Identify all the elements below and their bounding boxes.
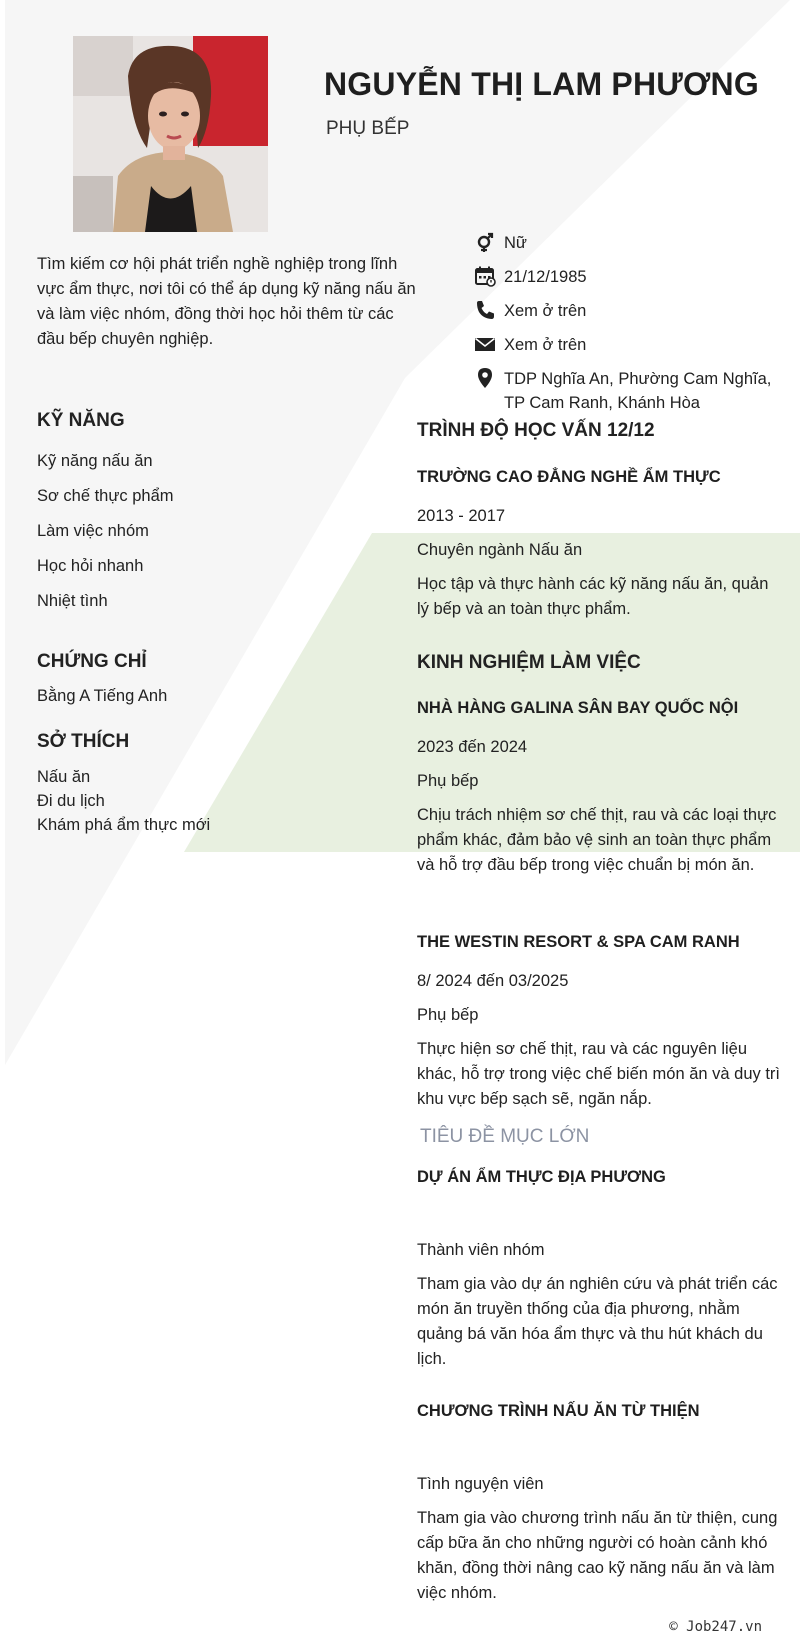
skill-item: Nhiệt tình (37, 592, 108, 610)
hobby-item: Đi du lịch (37, 792, 105, 810)
gender-value: Nữ (504, 234, 527, 252)
education-school: TRƯỜNG CAO ĐẲNG NGHỀ ẨM THỰC (417, 468, 721, 486)
project-role: Thành viên nhóm (417, 1241, 545, 1259)
footer-copyright: © Job247.vn (669, 1619, 762, 1635)
project-description: Tham gia vào chương trình nấu ăn từ thiện, cung cấp bữa ăn cho những người có hoàn cảnh khó khăn, đồng thời nâng cao kỹ năng nấu ăn và làm việc nhóm. (417, 1509, 778, 1602)
job-company: NHÀ HÀNG GALINA SÂN BAY QUỐC NỘI (417, 699, 739, 717)
skill-item: Làm việc nhóm (37, 522, 149, 540)
project-name: DỰ ÁN ẨM THỰC ĐỊA PHƯƠNG (417, 1168, 666, 1186)
project-name: CHƯƠNG TRÌNH NẤU ĂN TỪ THIỆN (417, 1402, 700, 1420)
job-description: Thực hiện sơ chế thịt, rau và các nguyên liệu khác, hỗ trợ trong việc chế biến món ăn và duy trì khu vực bếp sạch sẽ, ngăn nắp. (417, 1040, 781, 1108)
location-pin-icon (474, 367, 496, 389)
project-role: Tình nguyện viên (417, 1475, 544, 1493)
project-description: Tham gia vào dự án nghiên cứu và phát triển các món ăn truyền thống của địa phương, nhằm quảng bá văn hóa ẩm thực và thu hút khách du lịch. (417, 1275, 778, 1368)
contact-gender (474, 231, 774, 255)
job-position: PHỤ BẾP (326, 118, 410, 139)
birthday-value: 21/12/1985 (504, 268, 587, 286)
experience-title: KINH NGHIỆM LÀM VIỆC (417, 652, 641, 673)
skills-list (37, 449, 174, 624)
contact-phone (474, 299, 774, 323)
skill-item: Kỹ năng nấu ăn (37, 452, 153, 470)
calendar-icon (474, 265, 496, 287)
job-company: THE WESTIN RESORT & SPA CAM RANH (417, 933, 740, 951)
email-value: Xem ở trên (504, 336, 587, 354)
candidate-name: NGUYỄN THỊ LAM PHƯƠNG (324, 66, 759, 102)
education-title: TRÌNH ĐỘ HỌC VẤN 12/12 (417, 420, 655, 441)
projects-title: TIÊU ĐỀ MỤC LỚN (420, 1126, 590, 1147)
contact-address (474, 367, 774, 415)
certificate-item: Bằng A Tiếng Anh (37, 687, 168, 705)
contact-birthday (474, 265, 774, 289)
job-role: Phụ bếp (417, 772, 479, 790)
hobby-item: Khám phá ẩm thực mới (37, 816, 211, 834)
phone-icon (474, 299, 496, 321)
profile-photo (73, 36, 268, 232)
education-period: 2013 - 2017 (417, 507, 506, 525)
certificates-title: CHỨNG CHỈ (37, 651, 147, 672)
career-objective: Tìm kiếm cơ hội phát triển nghề nghiệp trong lĩnh vực ẩm thực, nơi tôi có thể áp dụng kỹ năng nấu ăn và làm việc nhóm, đồng thời học hỏi thêm từ các đầu bếp chuyên nghiệp. (37, 255, 416, 348)
gender-icon (474, 231, 496, 253)
hobbies-title: SỞ THÍCH (37, 731, 130, 752)
job-description: Chịu trách nhiệm sơ chế thịt, rau và các loại thực phẩm khác, đảm bảo vệ sinh an toàn thực phẩm và hỗ trợ đầu bếp trong việc chuẩn bị món ăn. (417, 806, 777, 874)
skills-title: KỸ NĂNG (37, 410, 125, 431)
phone-value: Xem ở trên (504, 302, 587, 320)
job-period: 8/ 2024 đến 03/2025 (417, 972, 569, 990)
job-period: 2023 đến 2024 (417, 738, 528, 756)
address-value: TDP Nghĩa An, Phường Cam Nghĩa, TP Cam Ranh, Khánh Hòa (504, 370, 772, 412)
skill-item: Sơ chế thực phẩm (37, 487, 174, 505)
hobbies-list (37, 765, 210, 837)
job-role: Phụ bếp (417, 1006, 479, 1024)
certificates-list (37, 684, 167, 708)
education-major: Chuyên ngành Nấu ăn (417, 541, 583, 559)
contact-email (474, 333, 774, 357)
hobby-item: Nấu ăn (37, 768, 91, 786)
skill-item: Học hỏi nhanh (37, 557, 144, 575)
contact-info (474, 231, 774, 425)
education-description: Học tập và thực hành các kỹ năng nấu ăn, quản lý bếp và an toàn thực phẩm. (417, 575, 769, 618)
envelope-icon (474, 333, 496, 355)
